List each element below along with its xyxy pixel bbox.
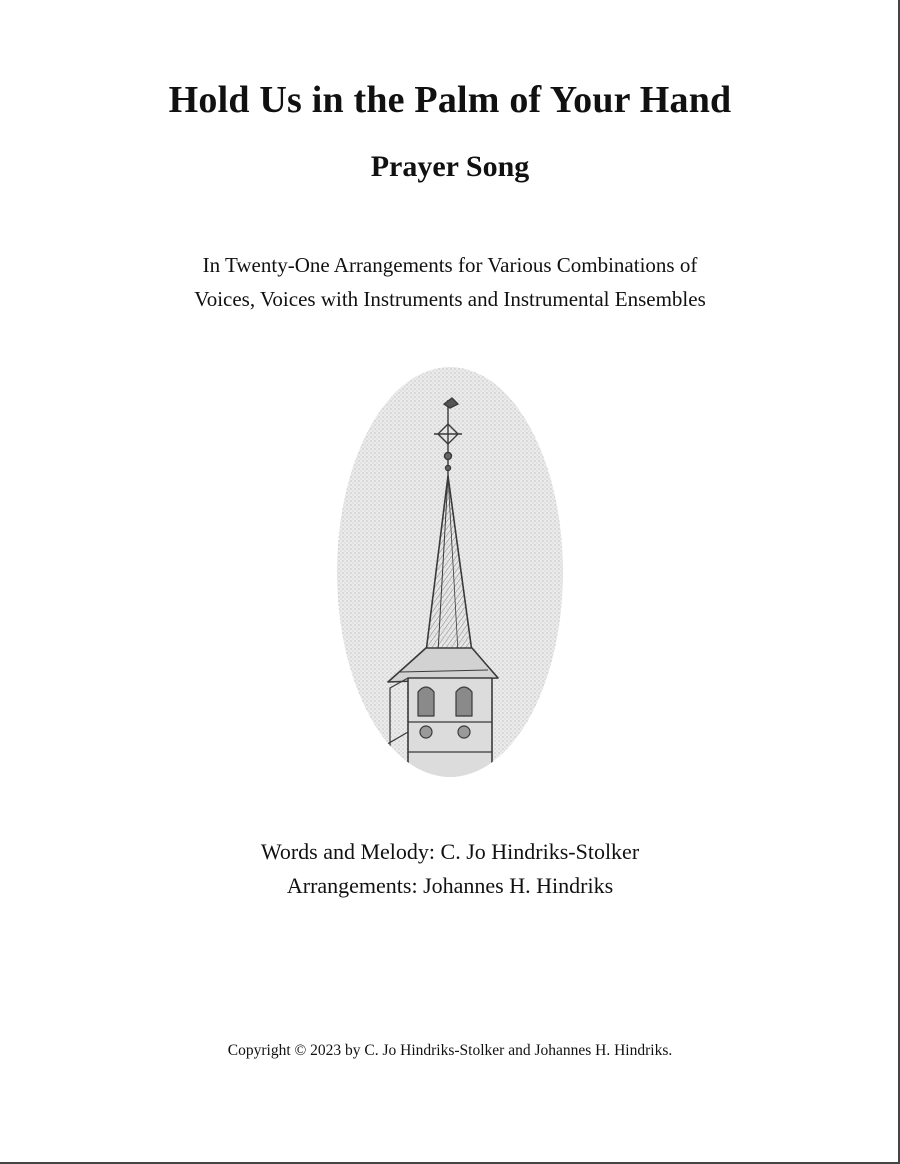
church-steeple-illustration xyxy=(330,360,570,780)
page-subtitle: Prayer Song xyxy=(370,150,530,183)
description-line-1: In Twenty-One Arrangements for Various Combinations of xyxy=(202,253,698,277)
arrangements-credit: Arrangements: Johannes H. Hindriks xyxy=(286,873,614,898)
arrangement-description xyxy=(0,248,900,316)
credits-block xyxy=(0,835,900,903)
copyright-notice: Copyright © 2023 by C. Jo Hindriks-Stolker and Johannes H. Hindriks. xyxy=(227,1042,673,1059)
description-line-2: Voices, Voices with Instruments and Instrumental Ensembles xyxy=(194,287,706,311)
page-title: Hold Us in the Palm of Your Hand xyxy=(168,79,732,121)
words-melody-credit: Words and Melody: C. Jo Hindriks-Stolker xyxy=(260,839,640,864)
